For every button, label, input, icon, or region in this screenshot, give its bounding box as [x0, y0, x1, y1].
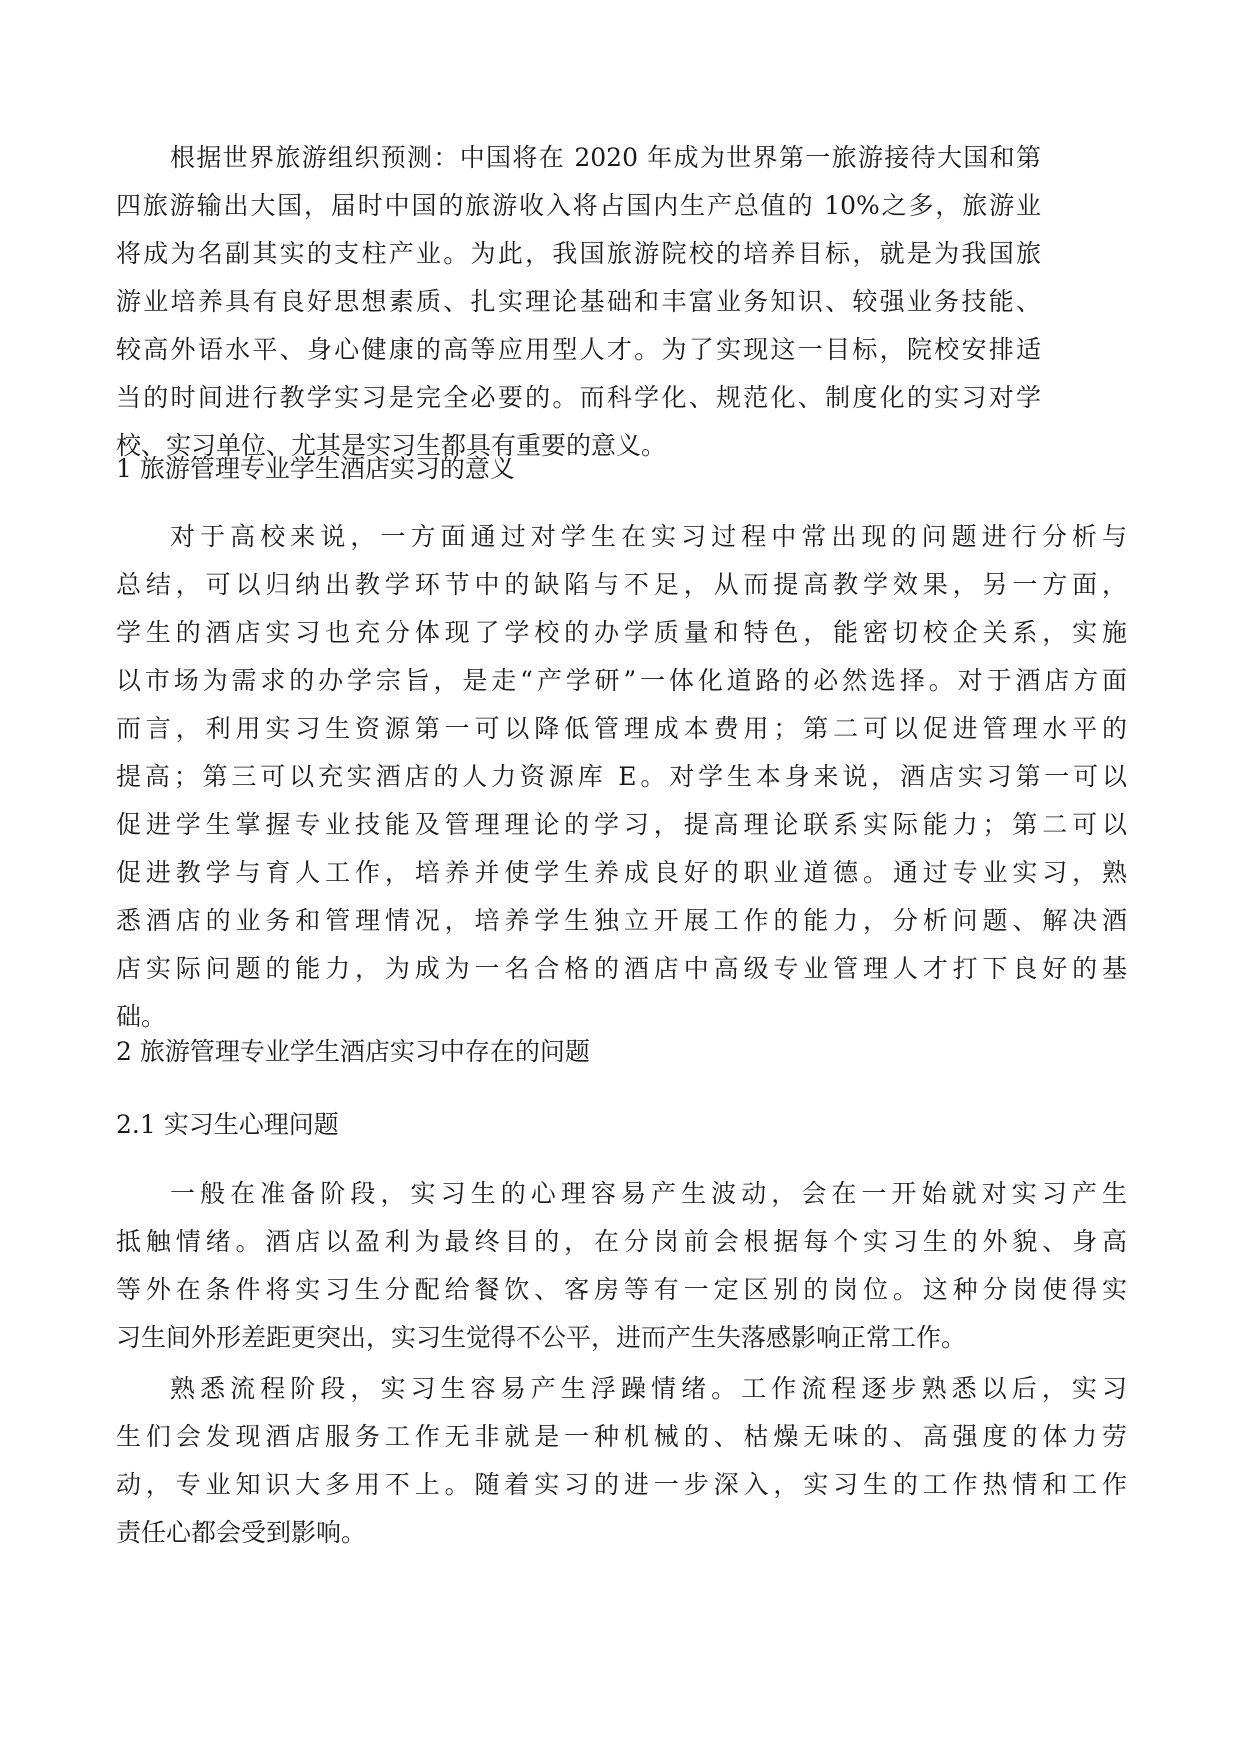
text-line: 当的时间进行教学实习是完全必要的。而科学化、规范化、制度化的实习对学 [116, 383, 1041, 412]
text-line: 习生间外形差距更突出，实习生觉得不公平，进而产生失落感影响正常工作。 [116, 1323, 967, 1352]
text-line: 悉酒店的业务和管理情况，培养学生独立开展工作的能力，分析问题、解决酒 [116, 906, 1127, 935]
section2-1-paragraph-2 [116, 1365, 1127, 1557]
text-line: 促进教学与育人工作，培养并使学生养成良好的职业道德。通过专业实习，熟 [116, 858, 1127, 887]
text-line: 四旅游输出大国，届时中国的旅游收入将占国内生产总值的 10%之多，旅游业 [116, 191, 1041, 220]
text-line: 学生的酒店实习也充分体现了学校的办学质量和特色，能密切校企关系，实施 [116, 618, 1127, 647]
text-line: 根据世界旅游组织预测：中国将在 2020 年成为世界第一旅游接待大国和第 [170, 143, 1041, 172]
text-line: 责任心都会受到影响。 [116, 1518, 367, 1547]
text-line: 较高外语水平、身心健康的高等应用型人才。为了实现这一目标，院校安排适 [116, 335, 1041, 364]
text-line: 以市场为需求的办学宗旨，是走“产学研”一体化道路的必然选择。对于酒店方面 [116, 666, 1127, 695]
section-heading-1: 1 旅游管理专业学生酒店实习的意义 [116, 454, 515, 483]
text-line: 对于高校来说，一方面通过对学生在实习过程中常出现的问题进行分析与 [170, 522, 1127, 551]
text-line: 游业培养具有良好思想素质、扎实理论基础和丰富业务知识、较强业务技能、 [116, 287, 1041, 316]
text-line: 一般在准备阶段，实习生的心理容易产生波动，会在一开始就对实习产生 [170, 1179, 1127, 1208]
section1-paragraph [116, 513, 1127, 1041]
text-line: 促进学生掌握专业技能及管理理论的学习，提高理论联系实际能力；第二可以 [116, 810, 1127, 839]
section-heading-2: 2 旅游管理专业学生酒店实习中存在的问题 [116, 1037, 590, 1066]
text-line: 生们会发现酒店服务工作无非就是一种机械的、枯燥无味的、高强度的体力劳 [116, 1422, 1127, 1451]
section-heading-2-1: 2.1 实习生心理问题 [116, 1110, 339, 1139]
text-line: 动，专业知识大多用不上。随着实习的进一步深入，实习生的工作热情和工作 [116, 1470, 1127, 1499]
text-line: 提高；第三可以充实酒店的人力资源库 E。对学生本身来说，酒店实习第一可以 [116, 762, 1127, 791]
text-line: 总结，可以归纳出教学环节中的缺陷与不足，从而提高教学效果，另一方面， [116, 570, 1127, 599]
text-line: 熟悉流程阶段，实习生容易产生浮躁情绪。工作流程逐步熟悉以后，实习 [170, 1374, 1127, 1403]
text-line: 础。 [116, 1002, 167, 1031]
text-line: 校、实习单位、尤其是实习生都具有重要的意义。 [116, 431, 667, 460]
text-line: 将成为名副其实的支柱产业。为此，我国旅游院校的培养目标，就是为我国旅 [116, 239, 1041, 268]
text-line: 店实际问题的能力，为成为一名合格的酒店中高级专业管理人才打下良好的基 [116, 954, 1127, 983]
intro-paragraph [116, 134, 1041, 470]
text-line: 而言，利用实习生资源第一可以降低管理成本费用；第二可以促进管理水平的 [116, 714, 1127, 743]
text-line: 等外在条件将实习生分配给餐饮、客房等有一定区别的岗位。这种分岗使得实 [116, 1275, 1127, 1304]
text-line: 抵触情绪。酒店以盈利为最终目的，在分岗前会根据每个实习生的外貌、身高 [116, 1227, 1127, 1256]
section2-1-paragraph-1 [116, 1170, 1127, 1362]
